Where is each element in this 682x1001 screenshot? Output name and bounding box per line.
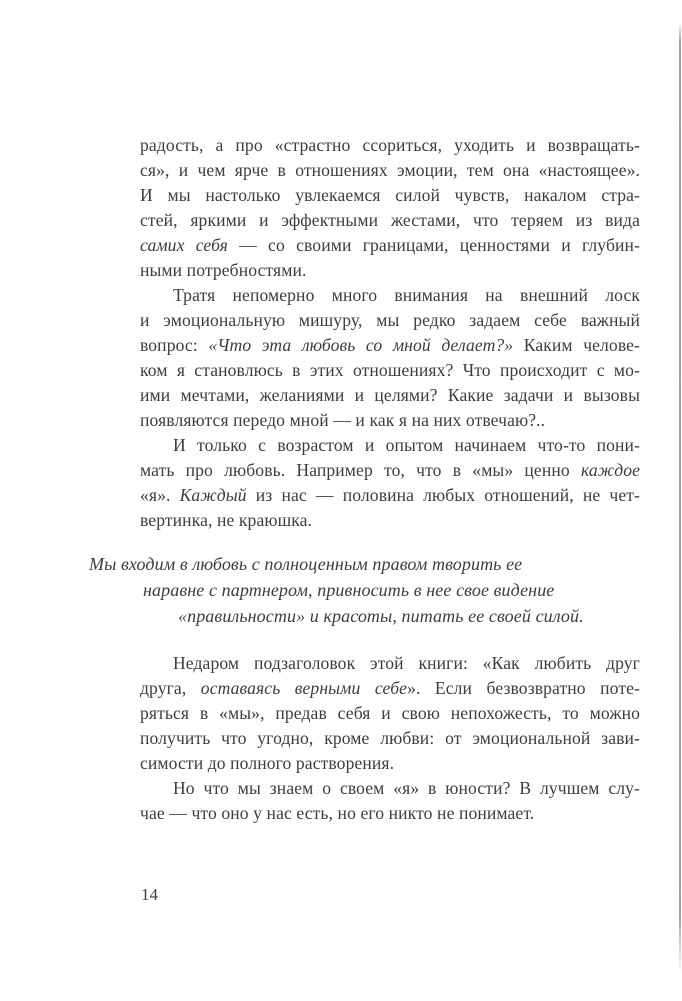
text-line bbox=[140, 258, 640, 283]
text-line bbox=[140, 208, 640, 233]
text-line bbox=[89, 603, 640, 629]
text-segment: стей, яркими и эффектными жестами, что теряем из вида bbox=[140, 210, 640, 230]
text-line bbox=[140, 308, 640, 333]
text-segment: ими мечтами, желаниями и целями? Какие задачи и вызовы bbox=[140, 385, 640, 405]
text-line bbox=[140, 458, 640, 483]
text-segment: «правильности» и красоты, питать ее своей силой. bbox=[178, 606, 584, 626]
text-line bbox=[140, 751, 640, 776]
text-segment: ряться в «мы», предав себя и свою непохожесть, то можно bbox=[140, 703, 640, 723]
text-segment: мать про любовь. Например то, что в «мы» ценно bbox=[140, 460, 581, 480]
paragraph bbox=[140, 283, 640, 433]
text-segment: чае — что оно у нас есть, но его никто не понимает. bbox=[140, 803, 535, 823]
text-line bbox=[140, 183, 640, 208]
text-line bbox=[89, 551, 640, 577]
text-line bbox=[140, 801, 640, 826]
text-segment: симости до полного растворения. bbox=[140, 753, 395, 773]
text-segment: друга, bbox=[140, 678, 201, 698]
text-line bbox=[140, 776, 640, 801]
text-line bbox=[140, 433, 640, 458]
text-segment: «я». bbox=[140, 485, 180, 505]
text-segment: Но что мы знаем о своем «я» в юности? В лучшем слу- bbox=[173, 778, 640, 798]
text-segment: наравне с партнером, привносить в нее свое видение bbox=[143, 580, 555, 600]
text-segment: вертинка, не краюшка. bbox=[140, 510, 313, 530]
text-line bbox=[89, 577, 640, 603]
paragraph bbox=[140, 133, 640, 283]
paragraph bbox=[140, 433, 640, 533]
text-segment: ся», и чем ярче в отношениях эмоции, тем она «настоящее». bbox=[140, 160, 640, 180]
pull-quote bbox=[89, 551, 640, 629]
text-segment: Каким челове- bbox=[513, 335, 641, 355]
text-line bbox=[140, 676, 640, 701]
text-segment: — со своими границами, ценностями и глубин- bbox=[227, 235, 640, 255]
text-segment: ными потребностями. bbox=[140, 260, 307, 280]
text-line bbox=[140, 158, 640, 183]
text-content bbox=[89, 133, 641, 826]
text-line bbox=[140, 133, 640, 158]
text-line bbox=[140, 358, 640, 383]
text-segment: ком я становлюсь в этих отношениях? Что происходит с мо- bbox=[140, 360, 640, 380]
text-line bbox=[140, 651, 640, 676]
text-segment: и эмоциональную мишуру, мы редко задаем себе важный bbox=[140, 310, 640, 330]
text-segment: появляются передо мной — и как я на них отвечаю?.. bbox=[140, 410, 546, 430]
page-edge-line bbox=[679, 23, 681, 973]
italic-text: самих себя bbox=[140, 235, 228, 255]
text-segment: получить что угодно, кроме любви: от эмоциональной зави- bbox=[140, 728, 640, 748]
text-segment: И мы настолько увлекаемся силой чувств, накалом стра- bbox=[140, 185, 640, 205]
text-line bbox=[140, 233, 640, 258]
text-line bbox=[140, 333, 640, 358]
text-segment: Недаром подзаголовок этой книги: «Как любить друг bbox=[173, 653, 640, 673]
italic-text: каждое bbox=[580, 460, 640, 480]
text-segment: из нас — половина любых отношений, не чет- bbox=[246, 485, 641, 505]
text-line bbox=[140, 483, 640, 508]
italic-text: оставаясь верными себе bbox=[200, 678, 408, 698]
italic-text: «Что эта любовь со мной делает?» bbox=[208, 335, 514, 355]
text-segment: Мы входим в любовь с полноценным правом творить ее bbox=[89, 554, 523, 574]
text-segment: И только с возрастом и опытом начинаем что-то пони- bbox=[173, 435, 640, 455]
text-segment: ». Если безвозвратно поте- bbox=[407, 678, 640, 698]
text-segment: радость, а про «страстно ссориться, уходить и возвращать- bbox=[140, 135, 640, 155]
page-number: 14 bbox=[141, 885, 158, 904]
paragraph bbox=[140, 776, 640, 826]
text-segment: вопрос: bbox=[140, 335, 209, 355]
text-line bbox=[140, 701, 640, 726]
text-line bbox=[140, 408, 640, 433]
text-line bbox=[140, 726, 640, 751]
text-line bbox=[140, 283, 640, 308]
text-line bbox=[140, 383, 640, 408]
text-line bbox=[140, 508, 640, 533]
italic-text: Каждый bbox=[179, 485, 247, 505]
paragraph bbox=[140, 651, 640, 776]
text-segment: Тратя непомерно много внимания на внешний лоск bbox=[173, 285, 640, 305]
